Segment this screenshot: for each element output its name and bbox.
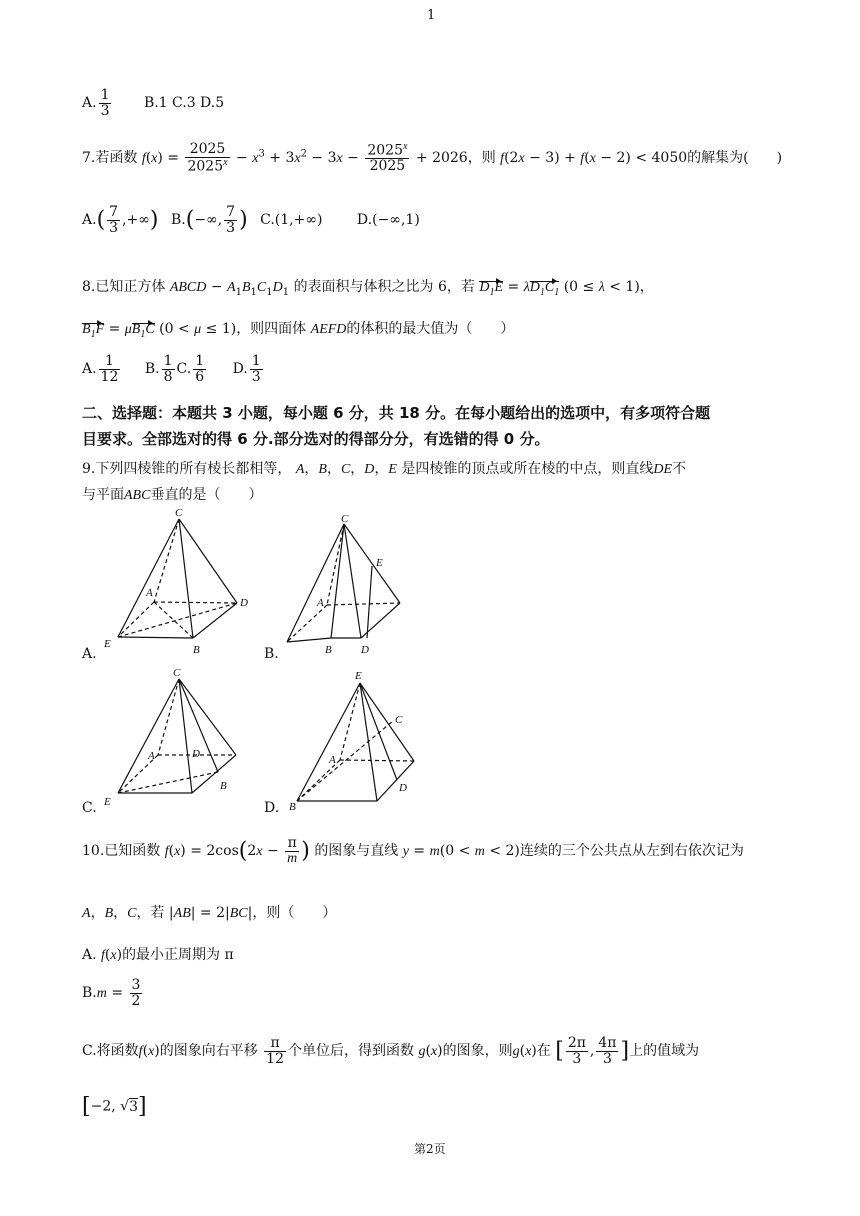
figure-b-label: B. <box>264 646 279 662</box>
figure-d-label: D. <box>264 800 280 816</box>
figure-c-label: C. <box>82 800 97 816</box>
figure-c-pyramid <box>100 665 250 815</box>
question-7: 7.若函数 f(x) = $\frac{2025}{2025^x}$ − $x^3 + 3x^2 - 3x$ − $\frac{2025^x}{2025}$ + 2026，则 f(2x − 3) + f(x − 2) < 4050的解集为( ) <box>82 141 783 175</box>
section-2-heading-line2: 目要求。全部选对的得 6 分.部分选对的得部分分，有选错的得 0 分。 <box>82 430 550 448</box>
q10-option-c-range: [−2, √3] <box>82 1094 147 1119</box>
q10-option-c: C.将函数f(x)的图象向右平移 $\frac{\pi}{12}$ 个单位后，得到函数 g(x)的图象，则g(x)在 [ $\frac{2\pi}{3}$ , $\frac{4\pi}{3}$ ]上的值域为 <box>82 1035 700 1067</box>
q10-option-a: A. f(x)的最小正周期为 π <box>82 947 234 963</box>
q10-option-b: B.m = $\frac{3}{2}$ <box>82 977 141 1009</box>
q8-options: A. $\frac{1}{12}$ B. $\frac{1}{8}$ C. $\frac{1}{6}$ D. $\frac{1}{3}$ <box>82 353 261 385</box>
svg-text:A: A <box>317 597 324 609</box>
svg-text:C: C <box>173 667 181 679</box>
figure-a-label: A. <box>82 646 97 662</box>
figure-a-pyramid <box>82 505 252 665</box>
svg-text:D: D <box>361 644 369 656</box>
svg-text:C: C <box>395 714 403 726</box>
svg-text:D: D <box>240 597 248 609</box>
figure-d-pyramid <box>285 665 425 815</box>
svg-text:E: E <box>104 796 111 808</box>
figure-b-pyramid <box>275 510 415 660</box>
q6-options: A. $\frac{1}{3}$ B.1 C.3 D.5 <box>82 87 225 119</box>
svg-text:C: C <box>341 513 349 525</box>
svg-text:B: B <box>289 801 296 813</box>
svg-text:D: D <box>399 782 407 794</box>
svg-text:B: B <box>220 780 227 792</box>
svg-text:E: E <box>355 670 362 682</box>
svg-text:E: E <box>104 638 111 650</box>
question-8-line2: $B_1F = \mu B_1C$ (0 < μ ≤ 1)，则四面体 AEFD的体积的最大值为（ ） <box>82 321 515 340</box>
svg-text:B: B <box>325 644 332 656</box>
question-9-line1: 9.下列四棱锥的所有棱长都相等， A，B，C，D，E 是四棱锥的顶点或所在棱的中点，则直线DE不 <box>82 461 687 477</box>
svg-text:C: C <box>175 507 183 519</box>
q7-options: A.( $\frac{7}{3}$ ,+∞) B.(−∞, $\frac{7}{3}$ ) C.(1,+∞) D.(−∞,1) <box>82 204 420 236</box>
page-footer: 第2页 <box>414 1142 446 1156</box>
page-number-top: 1 <box>427 8 436 23</box>
svg-text:A: A <box>148 750 155 762</box>
section-2-heading-line1: 二、选择题：本题共 3 小题，每小题 6 分，共 18 分。在每小题给出的选项中，有多项符合题 <box>82 404 711 422</box>
svg-text:B: B <box>193 644 200 656</box>
svg-text:D: D <box>192 748 200 760</box>
svg-text:E: E <box>376 557 383 569</box>
question-10-line1: 10.已知函数 f(x) = 2cos(2x − $\frac{\pi}{m}$ ) 的图象与直线 y = m(0 < m < 2)连续的三个公共点从左到右依次记为 <box>82 835 744 866</box>
question-10-line2: A，B，C，若 |AB| = 2|BC|，则（ ） <box>82 905 337 921</box>
svg-text:A: A <box>146 587 153 599</box>
question-9-line2: 与平面ABC垂直的是（ ） <box>82 487 263 503</box>
svg-text:A: A <box>329 754 336 766</box>
question-8-line1: 8.已知正方体 ABCD − $A_1B_1C_1D_1$ 的表面积与体积之比为 6，若 $D_1E = \lambda D_1C_1$ (0 ≤ λ < 1)， <box>82 279 654 298</box>
